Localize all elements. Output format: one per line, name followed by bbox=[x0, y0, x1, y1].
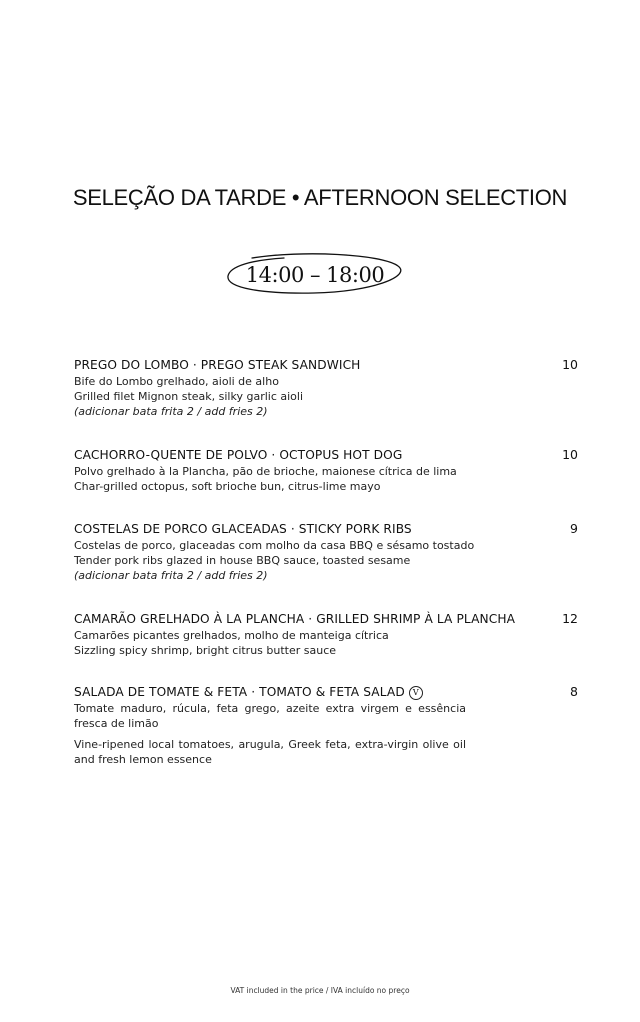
vegetarian-icon: V bbox=[409, 686, 423, 700]
item-name: PREGO DO LOMBO · PREGO STEAK SANDWICH bbox=[74, 358, 361, 372]
hours-badge bbox=[222, 252, 418, 302]
item-description-en: Tender pork ribs glazed in house BBQ sauce, toasted sesame bbox=[74, 554, 411, 567]
item-price: 9 bbox=[570, 521, 578, 536]
item-addon-note: (adicionar bata frita 2 / add fries 2) bbox=[74, 569, 268, 582]
item-name: CACHORRO-QUENTE DE POLVO · OCTOPUS HOT DOG bbox=[74, 448, 403, 462]
item-description-en: Sizzling spicy shrimp, bright citrus butter sauce bbox=[74, 644, 337, 657]
menu-item bbox=[74, 356, 584, 419]
item-description-pt: Bife do Lombo grelhado, aioli de alho bbox=[74, 375, 279, 388]
item-description-en: Char-grilled octopus, soft brioche bun, citrus-lime mayo bbox=[74, 480, 381, 493]
item-name: CAMARÃO GRELHADO À LA PLANCHA · GRILLED SHRIMP À LA PLANCHA bbox=[74, 612, 516, 626]
item-description-pt: Polvo grelhado à la Plancha, pão de brioche, maionese cítrica de lima bbox=[74, 465, 457, 478]
item-description-en: Grilled filet Mignon steak, silky garlic aioli bbox=[74, 390, 304, 403]
item-description-pt: Costelas de porco, glaceadas com molho da casa BBQ e sésamo tostado bbox=[74, 539, 475, 552]
menu-item bbox=[74, 446, 584, 494]
item-name: SALADA DE TOMATE & FETA · TOMATO & FETA SALAD bbox=[74, 685, 405, 699]
item-description-pt: Tomate maduro, rúcula, feta grego, azeite extra virgem e essência fresca de limão bbox=[74, 702, 466, 730]
item-price: 10 bbox=[562, 447, 578, 462]
vat-note: VAT included in the price / IVA incluído no preço bbox=[230, 986, 410, 995]
page-title: SELEÇÃO DA TARDE • AFTERNOON SELECTION bbox=[72, 185, 568, 210]
item-price: 8 bbox=[570, 684, 578, 699]
item-name: COSTELAS DE PORCO GLACEADAS · STICKY PORK RIBS bbox=[74, 522, 412, 536]
item-name-row bbox=[74, 683, 584, 701]
item-description-en: Vine-ripened local tomatoes, arugula, Greek feta, extra-virgin olive oil and fresh lemon essence bbox=[74, 738, 466, 766]
hours-text: 14:00 – 18:00 bbox=[245, 263, 385, 287]
menu-item bbox=[74, 610, 584, 658]
item-addon-note: (adicionar bata frita 2 / add fries 2) bbox=[74, 405, 268, 418]
menu-item bbox=[74, 683, 584, 767]
item-description-pt: Camarões picantes grelhados, molho de manteiga cítrica bbox=[74, 629, 389, 642]
item-price: 10 bbox=[562, 357, 578, 372]
item-price: 12 bbox=[562, 611, 578, 626]
menu-item bbox=[74, 520, 584, 583]
